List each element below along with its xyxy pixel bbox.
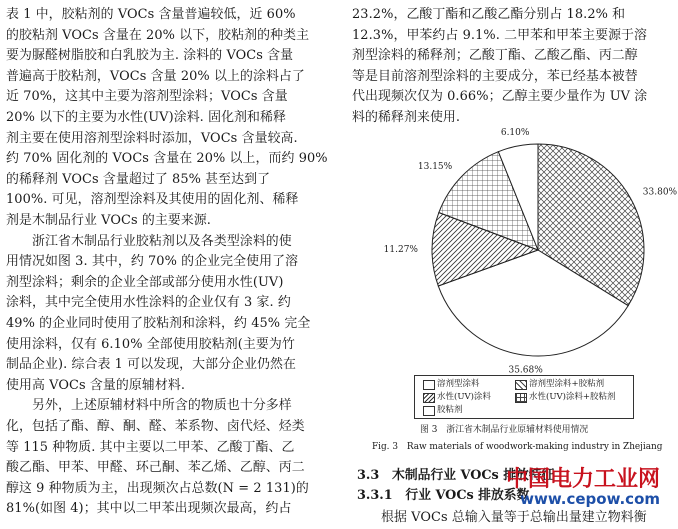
body-text-line: 剂型涂料的稀释剂；乙酸丁酯、乙酸乙酯、丙二醇 <box>352 48 638 64</box>
legend-swatch <box>515 380 527 390</box>
body-text-line: 剂是木制品行业 VOCs 的主要来源. <box>6 213 212 228</box>
body-text-line: 等是目前溶剂型涂料的主要成分，苯已经基本被替 <box>352 68 638 84</box>
legend-label: 溶剂型涂料 <box>437 379 480 389</box>
pie-slice-label: 35.68% <box>508 365 543 376</box>
body-text-line: 等 115 种物质. 其中主要以二甲苯、乙酸丁酯、乙 <box>6 439 295 455</box>
body-text-line: 100%. 可见，溶剂型涂料及其使用的固化剂、稀释 <box>6 192 299 208</box>
body-text-line: 约 70% 固化剂的 VOCs 含量在 20% 以上，而约 90% <box>6 151 328 167</box>
body-text-line: 制品企业). 综合表 1 可以发现，大部分企业仍然在 <box>6 357 297 373</box>
legend-swatch <box>423 406 435 416</box>
legend-swatch <box>423 380 435 390</box>
body-text-line: 另外，上述原辅材料中所含的物质也十分多样 <box>6 398 292 414</box>
section-heading-3-3: 3.3 木制品行业 VOCs 排放特征 <box>357 468 555 483</box>
figure-caption-cn: 图 3 浙江省木制品行业原辅材料使用情况 <box>420 425 589 435</box>
pie-slice-label: 33.80% <box>642 187 678 198</box>
legend-label: 水性(UV)涂料 <box>437 392 491 402</box>
body-text-line: 近 70%，这其中主要为溶剂型涂料；VOCs 含量 <box>6 89 288 105</box>
pie-chart <box>352 128 678 376</box>
legend-label: 胶粘剂 <box>437 405 463 415</box>
body-text-line: 49% 的企业同时使用了胶粘剂和涂料，约 45% 完全 <box>6 316 311 331</box>
body-text-line: 料的稀释剂来使用. <box>352 110 461 125</box>
body-text-line: 醇这 9 种物质为主，出现频次占总数(N = 2 131)的 <box>6 480 309 496</box>
figure-caption-en: Fig. 3 Raw materials of woodwork-making industry in Zhejiang <box>372 442 663 452</box>
section-heading-3-3-1: 3.3.1 行业 VOCs 排放系数 <box>357 488 530 503</box>
body-text-line: 23.2%，乙酸丁酯和乙酸乙酯分别占 18.2% 和 <box>352 7 626 22</box>
body-text-line: 81%(如图 4)；其中以二甲苯出现频次最高，约占 <box>6 501 292 517</box>
body-text-line: 浙江省木制品行业胶粘剂以及各类型涂料的使 <box>6 233 292 249</box>
body-text-line: 剂主要在使用溶剂型涂料时添加，VOCs 含量较高. <box>6 130 298 146</box>
body-text-line: 12.3%，甲苯约占 9.1%. 二甲苯和甲苯主要源于溶 <box>352 27 648 43</box>
body-text-line: 酸乙酯、甲苯、甲醛、环己酮、苯乙烯、乙醇、丙二 <box>6 460 305 476</box>
body-text-line: 化，包括了酯、醇、酮、醛、苯系物、卤代烃、烃类 <box>6 419 305 434</box>
body-text-line: 的胶粘剂 VOCs 含量在 20% 以下，胶粘剂的种类主 <box>6 27 310 43</box>
pie-slice-label: 6.10% <box>500 128 530 139</box>
body-text-line: 剂型涂料；剩余的企业全部或部分使用水性(UV) <box>6 274 284 290</box>
body-text-line: 根据 VOCs 总输入量等于总输出量建立物料衡 <box>381 510 647 525</box>
body-text-line: 代出现频次仅为 0.66%；乙醇主要少量作为 UV 涂 <box>352 89 648 105</box>
legend-label: 溶剂型涂料+胶粘剂 <box>529 379 605 389</box>
body-text-line: 用情况如图 3. 其中，约 70% 的企业完全使用了溶 <box>6 254 299 270</box>
legend-swatch <box>515 393 527 403</box>
body-text-line: 普遍高于胶粘剂，VOCs 含量 20% 以上的涂料占了 <box>6 68 305 84</box>
body-text-line: 的稀释剂 VOCs 含量超过了 85% 甚至达到了 <box>6 171 271 187</box>
chart-legend <box>414 375 634 419</box>
body-text-line: 要为脲醛树脂胶和白乳胶为主. 涂料的 VOCs 含量 <box>6 48 294 64</box>
body-text-line: 涂料，其中完全使用水性涂料的企业仅有 3 家. 约 <box>6 295 291 311</box>
body-text-line: 表 1 中，胶粘剂的 VOCs 含量普遍较低，近 60% <box>6 7 296 22</box>
body-text-line: 使用涂料，仅有 6.10% 全部使用胶粘剂(主要为竹 <box>6 336 295 352</box>
body-text-line: 使用高 VOCs 含量的原辅材料. <box>6 377 186 393</box>
pie-slice-label: 11.27% <box>383 245 419 256</box>
legend-label: 水性(UV)涂料+胶粘剂 <box>529 392 616 402</box>
watermark-title: 中国电力工业网 <box>505 467 660 492</box>
watermark-url: www.cepow.com <box>520 490 660 508</box>
pie-slice-label: 13.15% <box>417 162 453 173</box>
legend-swatch <box>423 393 435 403</box>
body-text-line: 20% 以下的主要为水性(UV)涂料. 固化剂和稀释 <box>6 110 287 125</box>
